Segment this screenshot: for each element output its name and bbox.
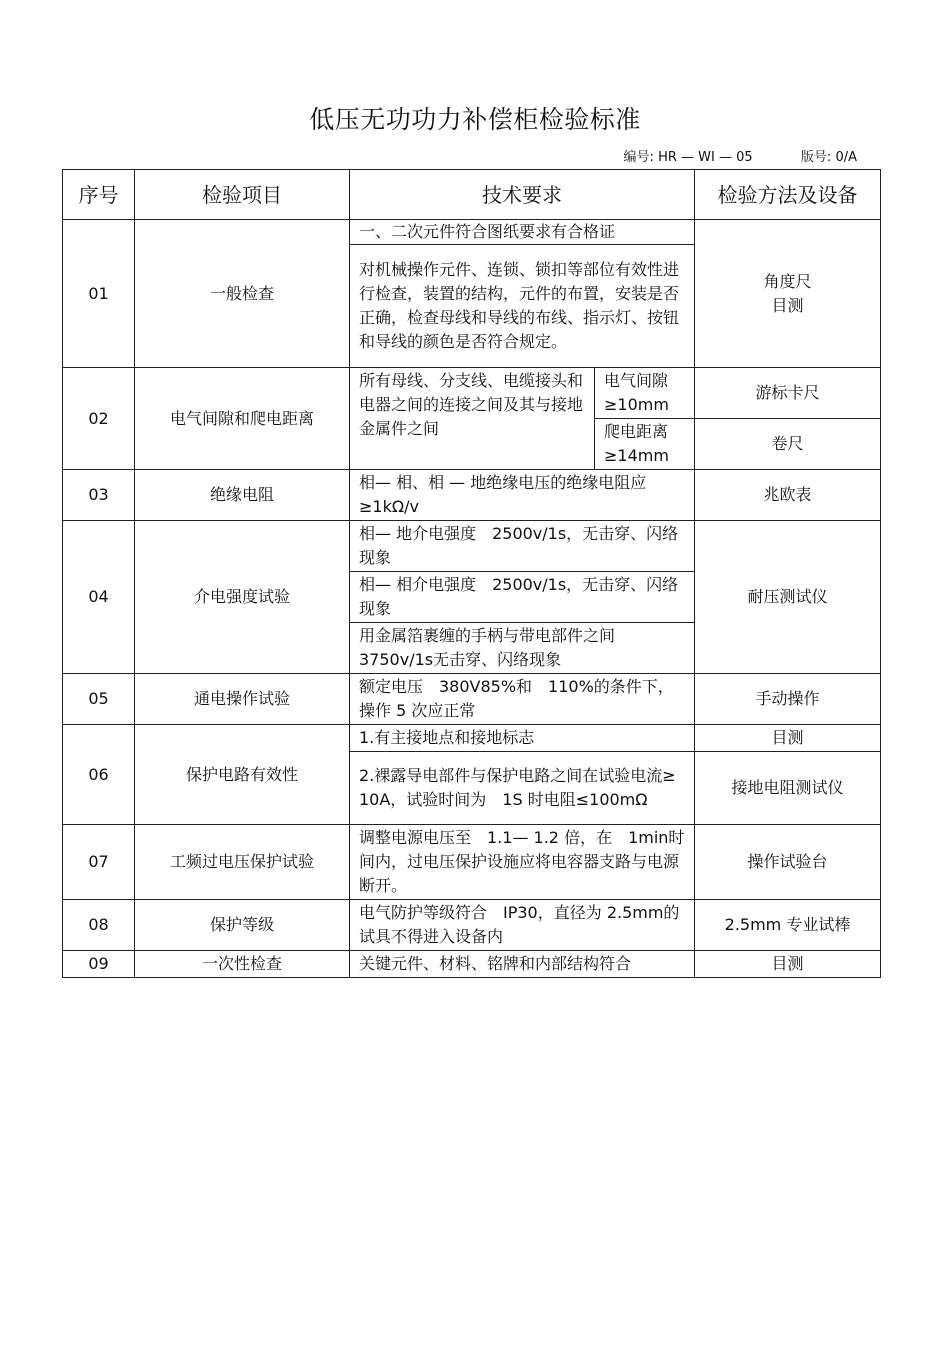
row-requirement: 相— 相介电强度 2500v/1s，无击穿、闪络现象 bbox=[350, 572, 695, 623]
table-row bbox=[63, 470, 881, 521]
row-requirement: 1.有主接地点和接地标志 bbox=[350, 725, 695, 752]
table-row bbox=[63, 220, 881, 245]
row-method: 耐压测试仪 bbox=[695, 521, 881, 674]
table-row bbox=[63, 368, 881, 419]
row-number: 06 bbox=[63, 725, 135, 825]
row-requirement: 关键元件、材料、铭牌和内部结构符合 bbox=[350, 951, 695, 978]
row-number: 02 bbox=[63, 368, 135, 470]
row-method bbox=[695, 220, 881, 368]
row-number: 04 bbox=[63, 521, 135, 674]
header-item: 检验项目 bbox=[135, 170, 350, 220]
doc-number-label: 编号: bbox=[623, 150, 654, 165]
header-no: 序号 bbox=[63, 170, 135, 220]
row-requirement: 对机械操作元件、连锁、锁扣等部位有效性进行检查，装置的结构，元件的布置，安装是否正确，检查母线和导线的布线、指示灯、按钮和导线的颜色是否符合规定。 bbox=[350, 245, 695, 368]
header-requirement: 技术要求 bbox=[350, 170, 695, 220]
row-item: 一次性检查 bbox=[135, 951, 350, 978]
document-number-line bbox=[624, 146, 857, 165]
row-requirement: 用金属箔裹缠的手柄与带电部件之间3750v/1s无击穿、闪络现象 bbox=[350, 623, 695, 674]
document-title: 低压无功功力补偿柜检验标准 bbox=[309, 105, 641, 134]
row-method: 目测 bbox=[695, 951, 881, 978]
row-method: 手动操作 bbox=[695, 674, 881, 725]
inspection-standard-table bbox=[62, 169, 881, 978]
row-number: 08 bbox=[63, 900, 135, 951]
table-row bbox=[63, 951, 881, 978]
row-requirement: 一、二次元件符合图纸要求有合格证 bbox=[350, 220, 695, 245]
row-number: 05 bbox=[63, 674, 135, 725]
row-item: 电气间隙和爬电距离 bbox=[135, 368, 350, 470]
doc-number: HR — WI — 05 bbox=[658, 150, 753, 165]
row-method: 操作试验台 bbox=[695, 825, 881, 900]
row-item: 一般检查 bbox=[135, 220, 350, 368]
row-item: 绝缘电阻 bbox=[135, 470, 350, 521]
row-item: 工频过电压保护试验 bbox=[135, 825, 350, 900]
row-requirement: 调整电源电压至 1.1— 1.2 倍，在 1min时间内，过电压保护设施应将电容器支路与电源断开。 bbox=[350, 825, 695, 900]
row-method: 游标卡尺 bbox=[695, 368, 881, 419]
method-line: 目测 bbox=[771, 295, 804, 315]
version-value: 0/A bbox=[835, 150, 857, 165]
row-requirement: 相— 地介电强度 2500v/1s，无击穿、闪络现象 bbox=[350, 521, 695, 572]
method-line: 角度尺 bbox=[763, 271, 812, 291]
row-requirement: 相— 相、相 — 地绝缘电压的绝缘电阻应≥1kΩ/v bbox=[350, 470, 695, 521]
row-requirement: 电气防护等级符合 IP30，直径为 2.5mm的试具不得进入设备内 bbox=[350, 900, 695, 951]
row-requirement: 额定电压 380V85%和 110%的条件下，操作 5 次应正常 bbox=[350, 674, 695, 725]
row-method: 接地电阻测试仪 bbox=[695, 752, 881, 825]
header-method: 检验方法及设备 bbox=[695, 170, 881, 220]
table-row bbox=[63, 725, 881, 752]
table-row bbox=[63, 825, 881, 900]
row-requirement: 所有母线、分支线、电缆接头和电器之间的连接之间及其与接地金属件之间 bbox=[350, 368, 595, 470]
row-method: 2.5mm 专业试棒 bbox=[695, 900, 881, 951]
row-item: 保护等级 bbox=[135, 900, 350, 951]
row-number: 03 bbox=[63, 470, 135, 521]
table-row bbox=[63, 900, 881, 951]
table-header-row bbox=[63, 170, 881, 220]
row-item: 保护电路有效性 bbox=[135, 725, 350, 825]
row-method: 目测 bbox=[695, 725, 881, 752]
row-item: 通电操作试验 bbox=[135, 674, 350, 725]
row-number: 07 bbox=[63, 825, 135, 900]
row-number: 01 bbox=[63, 220, 135, 368]
row-sub-requirement: 电气间隙≥10mm bbox=[595, 368, 695, 419]
row-number: 09 bbox=[63, 951, 135, 978]
row-item: 介电强度试验 bbox=[135, 521, 350, 674]
row-method: 卷尺 bbox=[695, 419, 881, 470]
row-requirement: 2.裸露导电部件与保护电路之间在试验电流≥ 10A，试验时间为 1S 时电阻≤100mΩ bbox=[350, 752, 695, 825]
table-row bbox=[63, 674, 881, 725]
table-row bbox=[63, 521, 881, 572]
row-sub-requirement: 爬电距离≥14mm bbox=[595, 419, 695, 470]
row-method: 兆欧表 bbox=[695, 470, 881, 521]
version-label: 版号: bbox=[800, 150, 832, 165]
